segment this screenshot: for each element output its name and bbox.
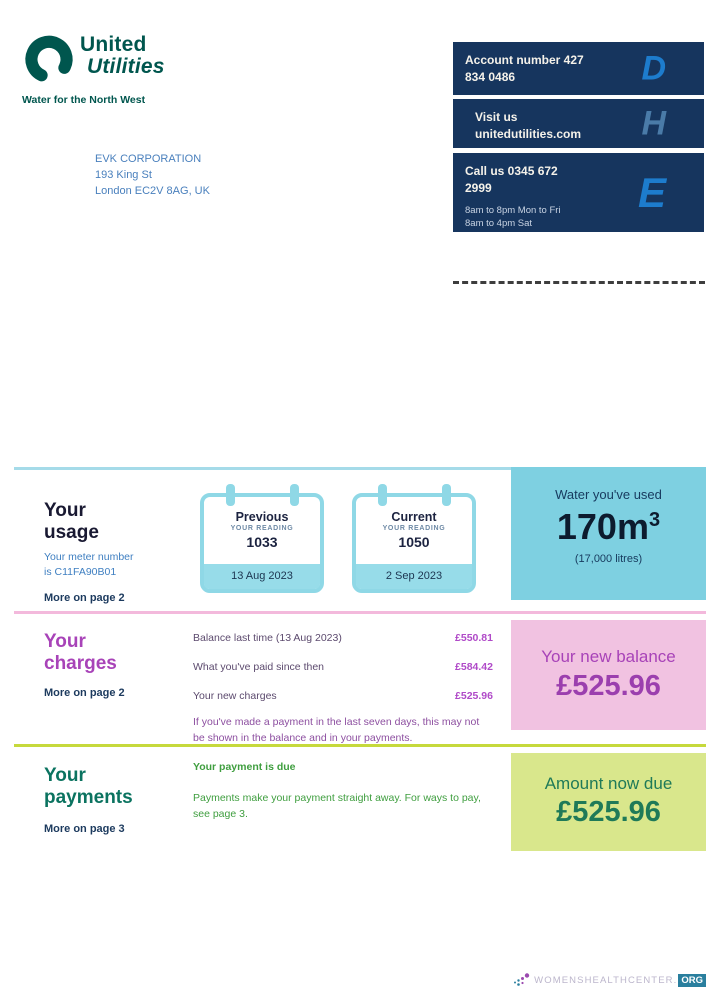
calendar-pin-icon (226, 484, 235, 506)
amount-due-title: Amount now due (544, 774, 673, 793)
usage-section (14, 467, 706, 611)
current-reading-date: 2 Sep 2023 (385, 570, 443, 582)
usage-heading: Your usage (44, 500, 99, 544)
calendar-pin-icon (378, 484, 387, 506)
previous-reading-title: Previous (235, 510, 289, 524)
visit-us-box (453, 99, 704, 148)
new-balance-title: Your new balance (541, 647, 676, 666)
recipient-street: 193 King St (95, 168, 152, 181)
payment-instructions: Payments make your payment straight away. For ways to pay, see page 3. (193, 792, 481, 821)
payments-heading: Your payments (44, 765, 133, 809)
table-row (193, 632, 493, 644)
water-used-value (511, 506, 706, 548)
brand-tagline: Water for the North West (22, 94, 146, 106)
letter-d-glyph: D (641, 49, 666, 87)
amount-due-amount: £525.96 (556, 796, 661, 828)
charge-row-amount: £584.42 (455, 661, 493, 673)
previous-reading-card (200, 493, 324, 593)
charges-more-link[interactable]: More on page 2 (44, 687, 125, 699)
meter-number-line1: Your meter number (44, 550, 134, 563)
water-used-box (511, 467, 706, 600)
water-used-title: Water you've used (555, 487, 662, 502)
letter-e-glyph: E (637, 168, 666, 216)
phone-line1: Call us 0345 672 (465, 164, 558, 178)
calendar-pin-icon (442, 484, 451, 506)
summary-sections (14, 467, 706, 869)
charge-row-label: Balance last time (13 Aug 2023) (193, 632, 342, 644)
water-used-litres: (17,000 litres) (574, 553, 643, 565)
charge-row-label: What you've paid since then (193, 661, 324, 673)
amount-due-box (511, 753, 706, 851)
charges-section (14, 611, 706, 744)
account-number-box (453, 42, 704, 95)
charge-row-label: Your new charges (193, 690, 277, 702)
watermark (512, 972, 706, 988)
recipient-address (95, 152, 210, 200)
account-number-line2: 834 0486 (465, 69, 516, 84)
charge-row-amount: £550.81 (455, 632, 493, 644)
water-used-number: 170m (556, 506, 649, 547)
phone-line2: 2999 (465, 180, 492, 195)
table-row (193, 690, 493, 702)
meter-number-line2: is C11FA90B01 (44, 565, 117, 578)
previous-reading-label: YOUR READING (230, 525, 294, 532)
current-reading-value: 1050 (398, 534, 430, 550)
contact-panel (453, 42, 704, 236)
previous-reading-date: 13 Aug 2023 (231, 570, 293, 582)
letter-h-glyph: H (641, 104, 666, 142)
brand-name-line2: Utilities (87, 55, 165, 79)
opening-hours-weekday: 8am to 8pm Mon to Fri (465, 204, 561, 216)
brand-name-line1: United (80, 33, 147, 56)
charge-row-amount: £525.96 (455, 690, 493, 702)
watermark-text: WOMENSHEALTHCENTER. (534, 974, 678, 986)
call-us-box (453, 153, 704, 232)
table-row (193, 661, 493, 673)
new-balance-amount: £525.96 (556, 670, 661, 702)
watermark-badge: ORG (678, 974, 706, 987)
payments-more-link[interactable]: More on page 3 (44, 823, 125, 835)
charges-table (193, 632, 493, 719)
brand-logo (22, 30, 165, 106)
payments-section (14, 744, 706, 869)
payment-delay-note: If you've made a payment in the last seven days, this may not be shown in the balance and in your payments. (193, 716, 480, 744)
watermark-dots-icon (512, 972, 532, 988)
opening-hours-saturday: 8am to 4pm Sat (465, 218, 533, 230)
charges-heading: Your charges (44, 631, 117, 675)
payment-due-line: Your payment is due (193, 761, 296, 773)
tear-off-dashed-line (453, 281, 705, 284)
brand-name (80, 34, 165, 78)
usage-more-link[interactable]: More on page 2 (44, 592, 125, 605)
recipient-city: London EC2V 8AG, UK (95, 184, 210, 197)
current-reading-label: YOUR READING (382, 525, 446, 532)
new-balance-box (511, 620, 706, 730)
cubic-metre-sup: 3 (648, 509, 661, 531)
recipient-name: EVK CORPORATION (95, 153, 202, 165)
account-number-line1: Account number 427 (465, 53, 584, 67)
current-reading-card (352, 493, 476, 593)
calendar-pin-icon (290, 484, 299, 506)
current-reading-title: Current (391, 510, 437, 524)
visit-us-label: Visit us (475, 110, 518, 124)
previous-reading-value: 1033 (246, 534, 278, 550)
website-link[interactable]: unitedutilities.com (475, 126, 582, 141)
united-utilities-logo-icon (22, 30, 76, 86)
